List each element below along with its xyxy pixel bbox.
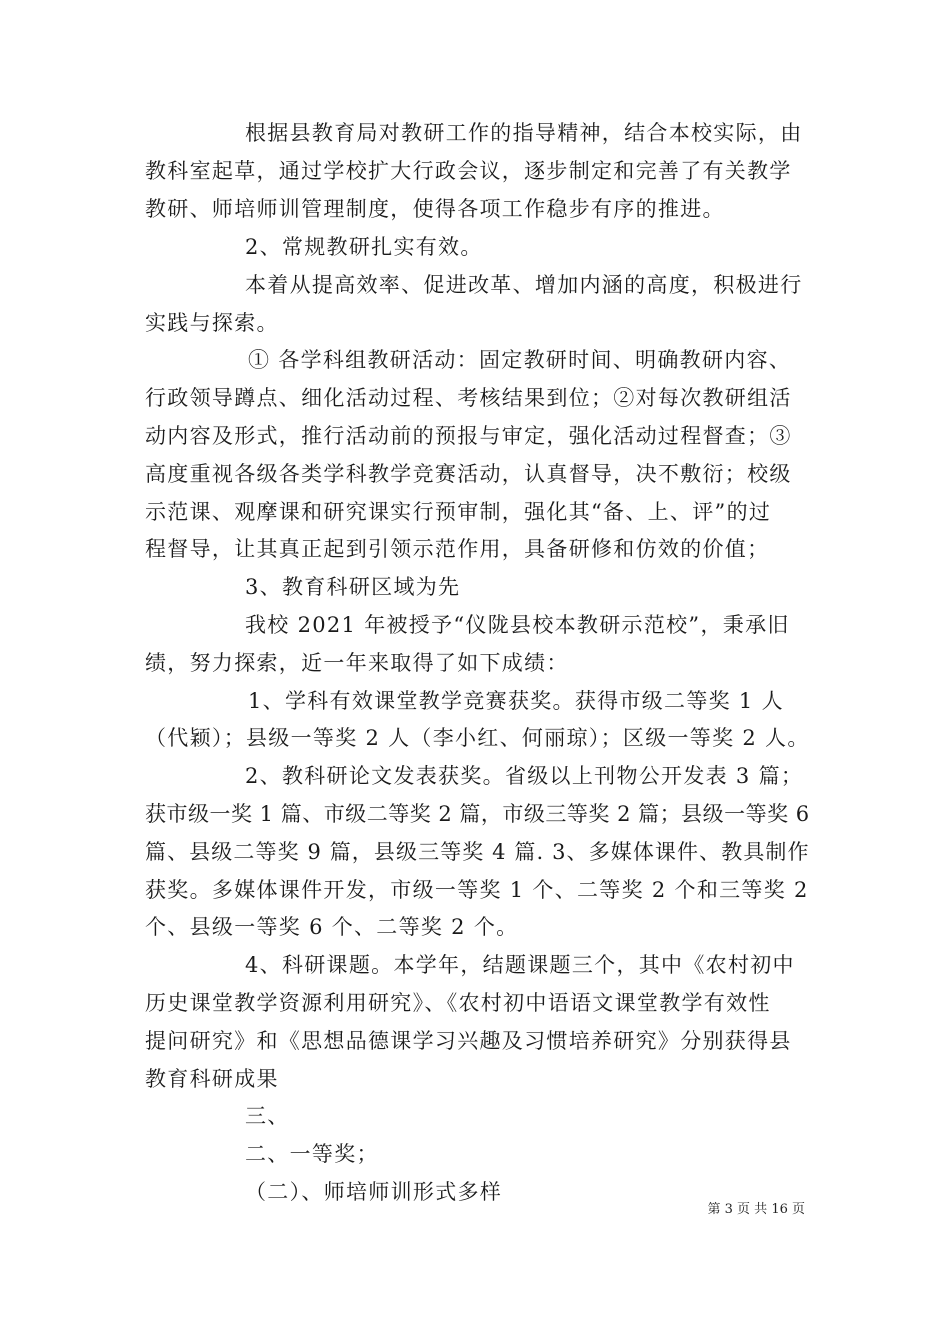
text-line: 实践与探索。	[145, 311, 279, 335]
text-line: ① 各学科组教研活动：固定教研时间、明确教研内容、	[248, 348, 792, 372]
section-heading: （二）、师培师训形式多样	[245, 1180, 503, 1204]
text-line: 个、县级一等奖 6 个、二等奖 2 个。	[145, 915, 519, 939]
text-line: 获奖。多媒体课件开发，市级一等奖 1 个、二等奖 2 个和三等奖 2	[145, 878, 809, 902]
text-line: 行政领导蹲点、细化活动过程、考核结果到位；②对每次教研组活	[145, 386, 792, 410]
text-line: 程督导，让其真正起到引领示范作用，具备研修和仿效的价值；	[145, 537, 770, 561]
text-line: 2、教科研论文发表获奖。省级以上刊物公开发表 3 篇；	[245, 764, 804, 788]
text-line: （代颖）；县级一等奖 2 人（李小红、何丽琼）；区级一等奖 2 人。	[145, 726, 810, 750]
text-line: 提问研究》和《思想品德课学习兴趣及习惯培养研究》分别获得县	[145, 1029, 792, 1053]
text-line: 篇、县级二等奖 9 篇，县级三等奖 4 篇. 3、多媒体课件、教具制作	[145, 840, 810, 864]
text-line: 4、科研课题。本学年，结题课题三个，其中《农村初中	[245, 953, 795, 977]
text-line: 我校 2021 年被授予“仪陇县校本教研示范校”，秉承旧	[245, 613, 790, 637]
text-line: 1、学科有效课堂教学竞赛获奖。获得市级二等奖 1 人	[248, 689, 784, 713]
text-line: 获市级一奖 1 篇、市级二等奖 2 篇，市级三等奖 2 篇；县级一等奖 6	[145, 802, 810, 826]
text-line: 历史课堂教学资源利用研究》、《农村初中语语文课堂教学有效性	[145, 991, 771, 1015]
text-line: 动内容及形式，推行活动前的预报与审定，强化活动过程督查；③	[145, 424, 792, 448]
text-line: 高度重视各级各类学科教学竞赛活动，认真督导，决不敷衍；校级	[145, 462, 792, 486]
section-heading: 三、	[245, 1104, 290, 1128]
text-line: 绩，努力探索，近一年来取得了如下成绩：	[145, 651, 569, 675]
section-heading: 二、一等奖；	[245, 1142, 379, 1166]
text-line: 教育科研成果	[145, 1067, 279, 1091]
text-line: 根据县教育局对教研工作的指导精神，结合本校实际，由	[245, 121, 803, 145]
page-number-footer: 第 3 页 共 16 页	[707, 1202, 805, 1217]
text-line: 示范课、观摩课和研究课实行预审制，强化其“备、上、评”的过	[145, 500, 772, 524]
text-line: 2、常规教研扎实有效。	[245, 235, 483, 259]
text-line: 教研、师培师训管理制度，使得各项工作稳步有序的推进。	[145, 197, 725, 221]
text-line: 本着从提高效率、促进改革、增加内涵的高度，积极进行	[245, 273, 803, 297]
text-line: 3、教育科研区域为先	[245, 575, 461, 599]
text-line: 教科室起草，通过学校扩大行政会议，逐步制定和完善了有关教学	[145, 159, 792, 183]
